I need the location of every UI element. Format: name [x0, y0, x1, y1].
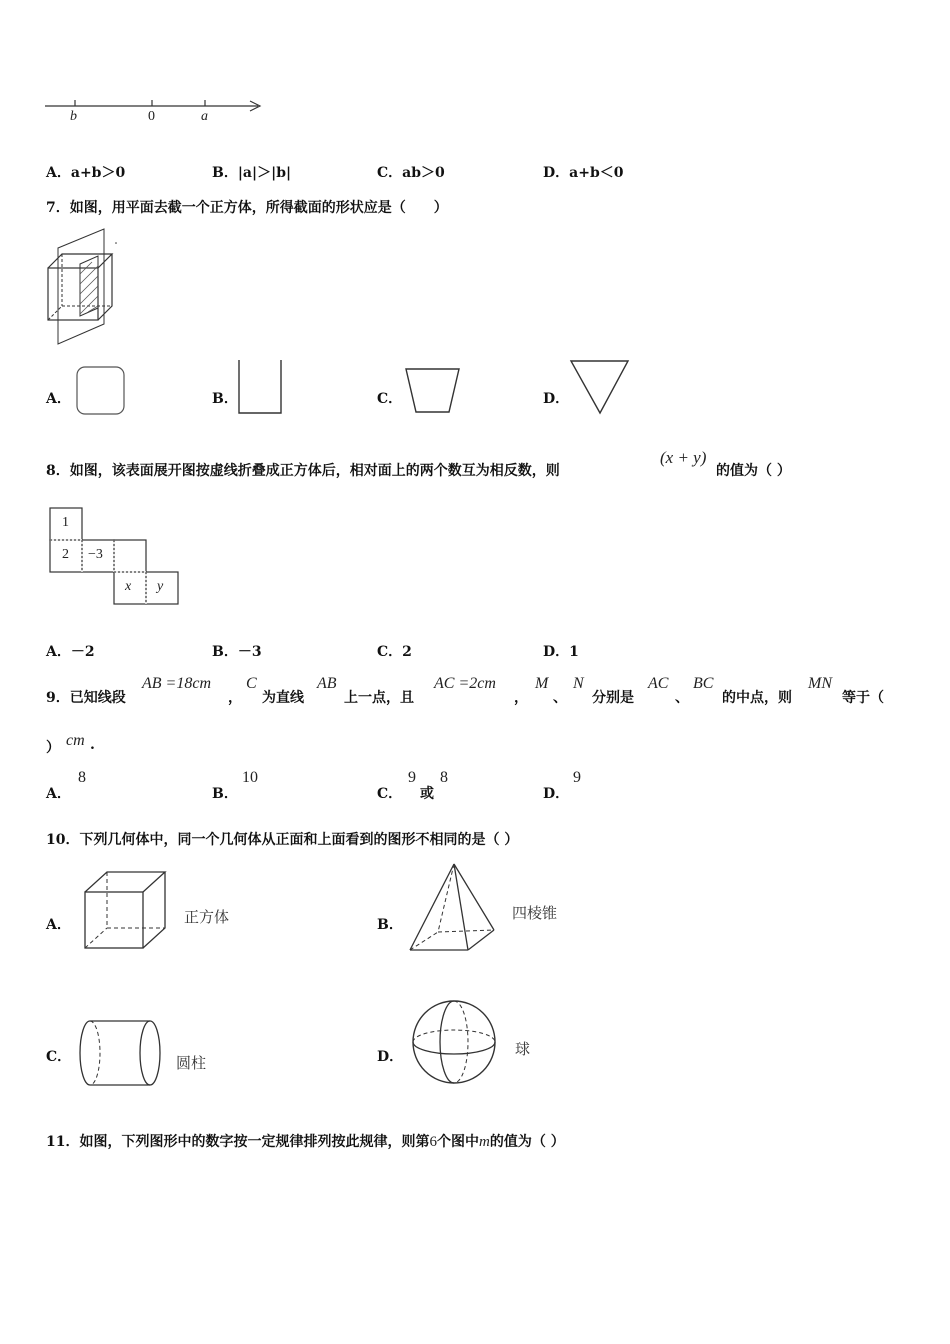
q9-math-bc: BC	[693, 675, 714, 692]
q6-option-a[interactable]: A．a+b＞0	[46, 165, 126, 181]
q7-option-d[interactable]: D．	[543, 391, 570, 407]
sphere-figure[interactable]	[410, 998, 500, 1088]
q9-option-a-value: 8	[78, 769, 86, 786]
q9-math-mn: MN	[808, 675, 832, 692]
q9-math-ab: AB	[317, 675, 337, 692]
numberline-label-a: a	[201, 109, 208, 124]
q10-option-b[interactable]: B．	[377, 917, 403, 933]
q9-option-c[interactable]: C．	[377, 786, 403, 802]
q7-shape-triangle[interactable]	[570, 360, 630, 416]
cube-solid-figure[interactable]	[82, 870, 172, 950]
cube-section-figure	[44, 226, 124, 350]
q9-stem-part3: 上一点，且	[344, 690, 414, 706]
q10-label-sphere: 球	[515, 1040, 531, 1058]
q9-period: .	[90, 737, 95, 753]
q7-shape-rounded-square[interactable]	[76, 366, 126, 416]
q7-option-a[interactable]: A．	[46, 391, 71, 407]
q9-option-c-value2: 8	[440, 769, 448, 786]
q10-option-a[interactable]: A．	[46, 917, 71, 933]
q9-stem-part1: 9．已知线段	[46, 690, 126, 706]
q9-math-m: M	[535, 675, 549, 692]
q8-stem-before: 8．如图，该表面展开图按虚线折叠成正方体后，相对面上的两个数互为相反数，则	[46, 463, 560, 479]
q6-option-b[interactable]: B．|a|＞|b|	[212, 165, 292, 181]
q11-var-m: m	[478, 1134, 490, 1150]
q7-stem: 7．如图，用平面去截一个正方体，所得截面的形状应是（ ）	[46, 200, 448, 216]
numberline-label-zero: 0	[148, 109, 155, 124]
q9-stem-part7: ）	[46, 740, 60, 756]
q9-math-ab18: AB =18cm	[142, 675, 211, 692]
q9-math-ac: AC	[648, 675, 669, 692]
q9-option-c-or: 或	[420, 786, 434, 802]
q9-math-ac2: AC =2cm	[434, 675, 496, 692]
q7-shape-rectangle[interactable]	[238, 360, 284, 416]
q8-option-a[interactable]: A．－2	[46, 644, 95, 660]
q8-option-c[interactable]: C．2	[377, 644, 412, 660]
q10-label-cylinder: 圆柱	[176, 1054, 207, 1072]
numberline-label-b: b	[70, 109, 77, 124]
q11-stem: 11．如图，下列图形中的数字按一定规律排列按此规律，则第6个图中m的值为（ ）	[46, 1134, 565, 1150]
q7-option-b[interactable]: B．	[212, 391, 238, 407]
q9-stem-part2: 为直线	[262, 690, 304, 706]
net-cell-x: x	[125, 579, 132, 594]
q9-unit-cm: cm	[66, 732, 85, 749]
q9-stem-part6: 等于（	[842, 690, 884, 706]
q9-option-c-value: 9	[408, 769, 416, 786]
q8-expression: (x + y)	[660, 448, 707, 467]
q10-label-cube: 正方体	[184, 908, 230, 926]
net-cell-2: 2	[62, 547, 69, 562]
q9-math-n: N	[573, 675, 584, 692]
pyramid-figure[interactable]	[408, 862, 498, 954]
q7-shape-trapezoid[interactable]	[405, 368, 461, 414]
q9-sep-1: 、	[553, 690, 567, 706]
q9-option-d[interactable]: D．	[543, 786, 570, 802]
q10-option-c[interactable]: C．	[46, 1049, 72, 1065]
q9-option-b[interactable]: B．	[212, 786, 238, 802]
q6-option-c[interactable]: C．ab＞0	[377, 165, 445, 181]
q9-comma-2: ，	[514, 690, 528, 706]
q6-option-d[interactable]: D．a+b＜0	[543, 165, 624, 181]
q8-stem-after: 的值为（ ）	[716, 463, 791, 479]
net-cell-neg3: −3	[88, 547, 103, 562]
q10-stem: 10．下列几何体中，同一个几何体从正面和上面看到的图形不相同的是（ ）	[46, 832, 519, 848]
net-cell-1: 1	[62, 515, 69, 530]
q9-math-c: C	[246, 675, 257, 692]
q10-label-pyramid: 四棱锥	[512, 904, 558, 922]
q9-stem-part5: 的中点，则	[722, 690, 792, 706]
q9-option-d-value: 9	[573, 769, 581, 786]
q11-number: 6	[429, 1134, 437, 1150]
q9-option-a[interactable]: A．	[46, 786, 71, 802]
q8-option-d[interactable]: D．1	[543, 644, 579, 660]
net-cell-y: y	[157, 579, 164, 594]
cylinder-figure[interactable]	[78, 1018, 168, 1090]
q7-option-c[interactable]: C．	[377, 391, 403, 407]
q10-option-d[interactable]: D．	[377, 1049, 404, 1065]
q9-option-b-value: 10	[242, 769, 258, 786]
q9-comma-1: ，	[228, 690, 242, 706]
q9-stem-part4: 分别是	[592, 690, 634, 706]
q8-option-b[interactable]: B．－3	[212, 644, 262, 660]
q9-sep-2: 、	[675, 690, 689, 706]
